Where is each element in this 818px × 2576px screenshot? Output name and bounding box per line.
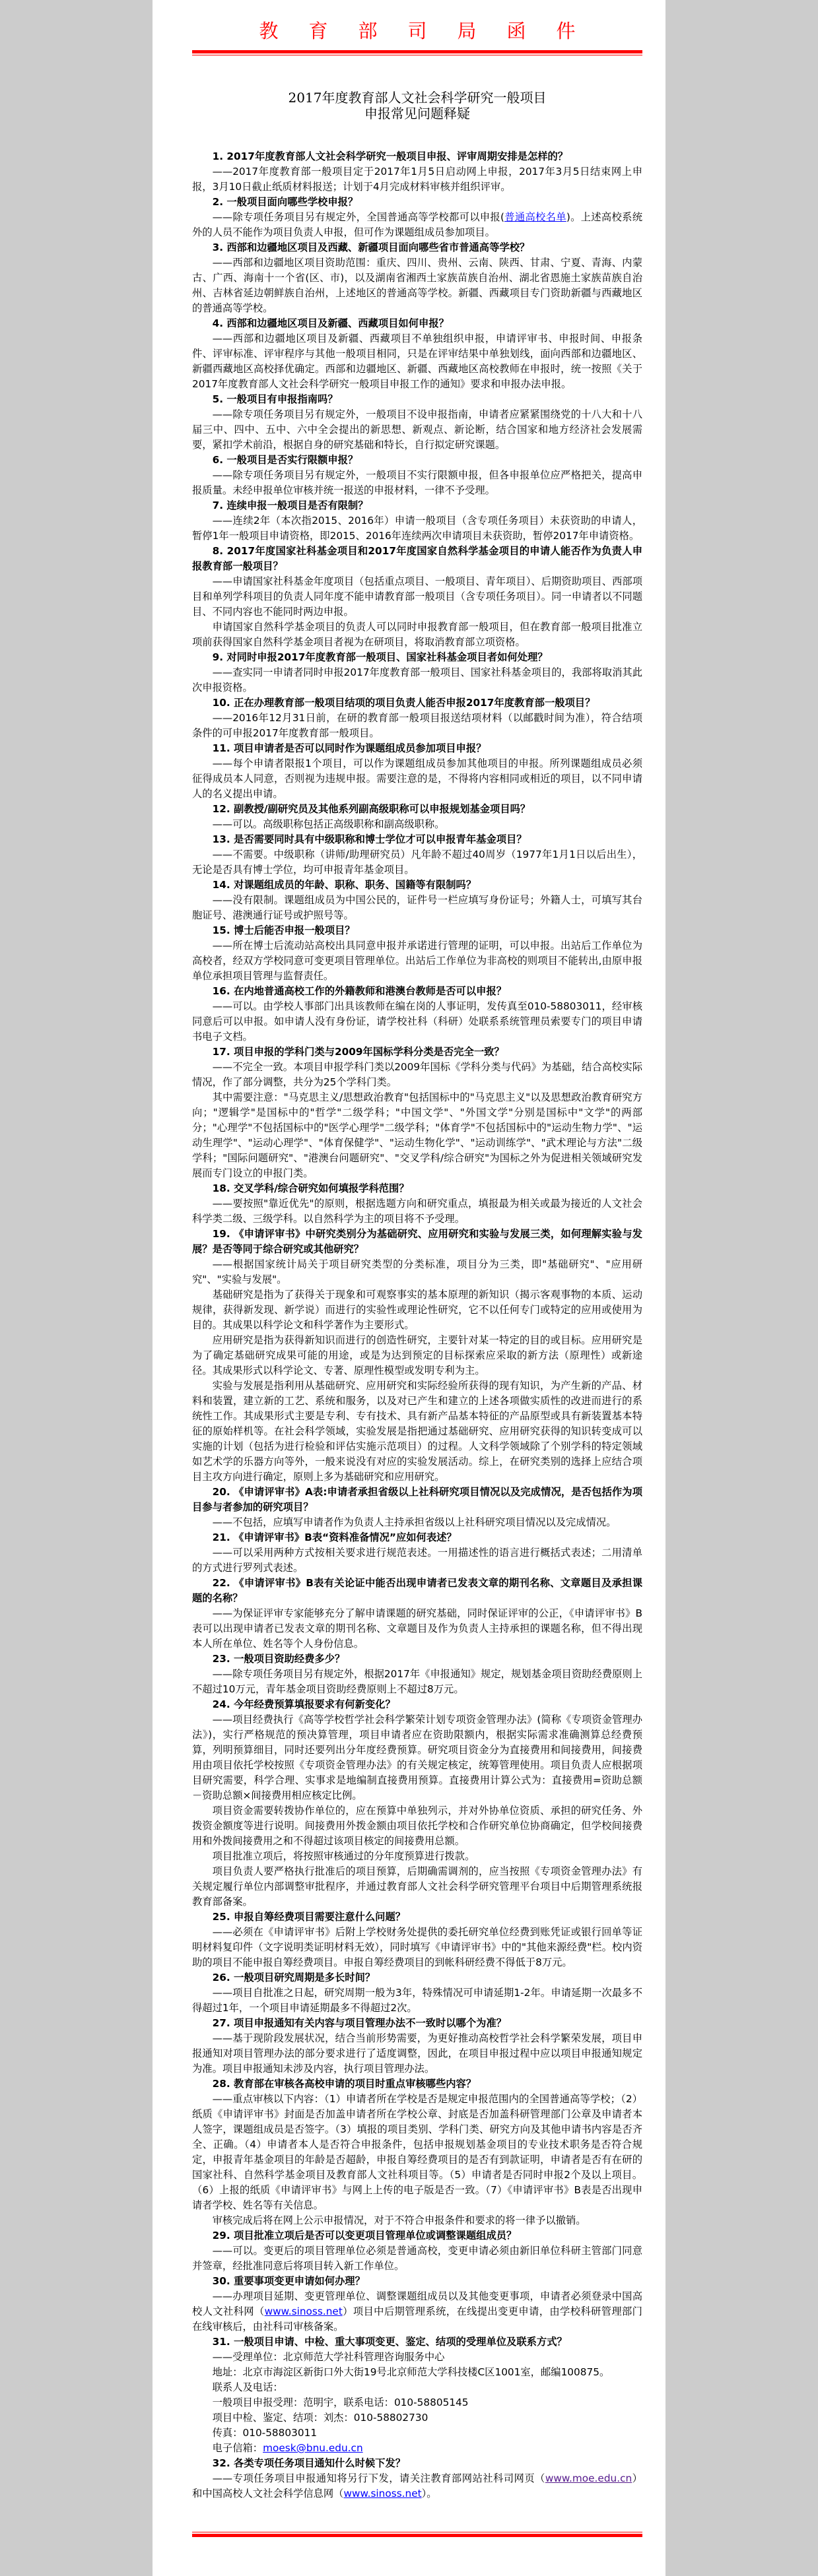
answer-text: ——可以。高级职称包括正高级职称和副高级职称。	[212, 818, 445, 830]
faq-question: 31. 一般项目申请、中检、重大事项变更、鉴定、结项的受理单位及联系方式？	[212, 2336, 567, 2348]
faq-item	[192, 498, 642, 544]
faq-item	[192, 1697, 642, 1910]
answer-text: 其中需要注意："马克思主义/思想政治教育"包括国标中的"马克思主义"以及思想政治教育研究方向；"逻辑学"是国标中的"哲学"二级学科；"中国文学"、"外国文学"分别是国标中"文学"的两部分；"心理学"不包括国标中的"医学心理学"二级学科；"体育学"不包括国标中的"运动生物力学"、"运动生理学"、"运动心理学"、"体育保健学"、"运动生物化学"、"运动训练学"、"武术理论与方法"二级学科；"国际问题研究"、"港澳台问题研究"、"交叉学科/综合研究"为国标之外为促进相关领域研究发展而专门设立的申报门类。	[192, 1091, 642, 1179]
faq-item	[192, 2274, 642, 2334]
faq-item	[192, 923, 642, 984]
faq-question: 17. 项目申报的学科门类与2009年国标学科分类是否完全一致？	[212, 1046, 504, 1058]
faq-question: 16. 在内地普通高校工作的外籍教师和港澳台教师是否可以申报？	[212, 985, 507, 997]
faq-item	[192, 2334, 642, 2456]
answer-text: ——没有限制。课题组成员为中国公民的，证件号一栏应填写身份证号；外籍人士，可填写其台胞证号、港澳通行证号或护照号等。	[192, 894, 642, 921]
answer-text: 一般项目申报受理：范明宇，联系电话：010-58805145	[212, 2397, 469, 2408]
faq-item	[192, 149, 642, 195]
answer-text: 项目批准立项后，将按照审核通过的分年度预算进行拨款。	[212, 1850, 475, 1862]
faq-answer-paragraph	[192, 1849, 642, 1864]
faq-answer-paragraph	[192, 1803, 642, 1849]
faq-answer-paragraph	[192, 210, 642, 240]
faq-question: 8. 2017年度国家社科基金项目和2017年度国家自然科学基金项目的申请人能否作为负责人申报教育部一般项目？	[192, 545, 642, 572]
footer-rule	[192, 2532, 642, 2537]
faq-item	[192, 195, 642, 240]
answer-text: ——可以采用两种方式按相关要求进行规范表述。一用描述性的语言进行概括式表述；二用清单的方式进行罗列式表述。	[192, 1547, 642, 1574]
faq-answer-paragraph	[192, 2031, 642, 2077]
answer-text: ——专项任务项目申报通知将另行下发，请关注教育部网站社科司网页（	[212, 2472, 545, 2484]
faq-item	[192, 453, 642, 498]
faq-answer-paragraph	[192, 1196, 642, 1227]
faq-answer-paragraph	[192, 331, 642, 392]
answer-text: ——查实同一申请者同时申报2017年度教育部一般项目、国家社科基金项目的，我部将取消其此次申报资格。	[192, 666, 642, 693]
answer-text: ——所在博士后流动站高校出具同意申报并承诺进行管理的证明，可以申报。出站后工作单位为高校者，经双方学校同意可变更项目管理单位。出站后工作单位为非高校的则项目不能转出,由原申报单位承担项目管理与监督责任。	[192, 940, 642, 982]
faq-answer-paragraph	[192, 2441, 642, 2456]
answer-text: 应用研究是指为获得新知识而进行的创造性研究，主要针对某一特定的目的或目标。应用研究是为了确定基础研究成果可能的用途，或是为达到预定的目标探索应采取的新方法（原理性）或新途径。其成果形式以科学论文、专著、原理性模型或发明专利为主。	[192, 1334, 642, 1376]
faq-item	[192, 1181, 642, 1227]
faq-answer-paragraph	[192, 756, 642, 802]
faq-answer-paragraph	[192, 255, 642, 316]
faq-answer-paragraph	[192, 1515, 642, 1530]
link[interactable]: moesk@bnu.edu.cn	[263, 2442, 363, 2454]
faq-question: 11. 项目申请者是否可以同时作为课题组成员参加项目申报？	[212, 742, 487, 754]
answer-text: 联系人及电话：	[212, 2381, 283, 2393]
faq-question: 12. 副教授/副研究员及其他系列副高级职称可以申报规划基金项目吗？	[212, 803, 531, 815]
faq-answer-paragraph	[192, 893, 642, 923]
faq-question: 26. 一般项目研究周期是多长时间？	[212, 1972, 376, 1983]
faq-question: 29. 项目批准立项后是否可以变更项目管理单位或调整课题组成员？	[212, 2230, 517, 2241]
faq-question: 5. 一般项目有申报指南吗？	[212, 393, 338, 405]
faq-answer-paragraph	[192, 999, 642, 1045]
answer-text: ——办理项目延期、变更管理单位、调整课题组成员以及其他变更事项，申请者必须登录中国高校人文社科网（	[192, 2290, 642, 2317]
answer-text: 实验与发展是指利用从基础研究、应用研究和实际经验所获得的现有知识，为产生新的产品、材料和装置，建立新的工艺、系统和服务，以及对已产生和建立的上述各项做实质性的改进而进行的系统性工作。其成果形式主要是专利、专有技术、具有新产品基本特征的产品原型或具有新装置基本特征的原始样机等。在社会科学领域，实验发展是指把通过基础研究、应用研究获得的知识转变成可以实施的计划（包括为进行检验和评估实施示范项目）的过程。人文科学领域除了个别学科的特定领域如艺术学的乐器方向等外，一般来说没有对应的实验发展活动。综上，在研究类别的选择上应结合项目主攻方向进行确定，原则上多为基础研究和应用研究。	[192, 1380, 642, 1483]
faq-item	[192, 650, 642, 695]
faq-answer-paragraph	[192, 2350, 642, 2365]
faq-answer-paragraph	[192, 1667, 642, 1697]
faq-answer-paragraph	[192, 1257, 642, 1287]
link[interactable]: 普通高校名单	[504, 211, 566, 223]
link[interactable]: www.sinoss.net	[343, 2488, 422, 2499]
link[interactable]: www.moe.edu.cn	[545, 2472, 632, 2484]
faq-item	[192, 316, 642, 392]
answer-text: ）项目中后期管理系统，在线提出变更申请，由学校科研管理部门在线审核后，由社科司审核备案。	[192, 2305, 642, 2333]
faq-answer-paragraph	[192, 847, 642, 878]
faq-answer-paragraph	[192, 513, 642, 544]
link[interactable]: www.sinoss.net	[264, 2305, 343, 2317]
answer-text: 地址：北京市海淀区新街口外大街19号北京师范大学科技楼C区1001室，邮编100875。	[212, 2366, 610, 2378]
faq-list	[192, 149, 642, 2501]
faq-question: 6. 一般项目是否实行限额申报？	[212, 454, 358, 466]
faq-answer-paragraph	[192, 1864, 642, 1910]
faq-question: 7. 连续申报一般项目是否有限制？	[212, 499, 368, 511]
faq-item	[192, 1045, 642, 1181]
faq-item	[192, 1970, 642, 2016]
faq-question: 23. 一般项目资助经费多少？	[212, 1653, 345, 1665]
answer-text: ——申请国家社科基金年度项目（包括重点项目、一般项目、青年项目）、后期资助项目、西部项目和单列学科项目的负责人同年度不能申请教育部一般项目（含专项任务项目）。同一申请者以不同题目、不同内容也不能同时两边申报。	[192, 575, 642, 618]
answer-text: ——除专项任务项目另有规定外，一般项目不设申报指南，申请者应紧紧围绕党的十八大和十八届三中、四中、五中、六中全会提出的新思想、新观点、新论断，结合国家和地方经济社会发展需要，紧扣学术前沿，根据自身的研究基础和特长，自行拟定研究课题。	[192, 408, 642, 451]
faq-question: 13. 是否需要同时具有中级职称和博士学位才可以申报青年基金项目？	[212, 833, 527, 845]
faq-answer-paragraph	[192, 1060, 642, 1090]
document-title-line2: 申报常见问题释疑	[364, 106, 470, 121]
faq-answer-paragraph	[192, 164, 642, 195]
faq-item	[192, 1227, 642, 1485]
faq-answer-paragraph	[192, 1985, 642, 2016]
answer-text: ——基于现阶段发展状况，结合当前形势需要，为更好推动高校哲学社会科学繁荣发展，项目申报通知对项目管理办法的部分要求进行了适度调整，因此，在项目申报过程中应以项目申报通知规定为准。项目申报通知未涉及内容，执行项目管理办法。	[192, 2032, 642, 2075]
faq-answer-paragraph	[192, 1606, 642, 1652]
faq-answer-paragraph	[192, 468, 642, 498]
faq-item	[192, 2456, 642, 2501]
faq-question: 27. 项目申报通知有关内容与项目管理办法不一致时以哪个为准？	[212, 2017, 507, 2029]
answer-text: 项目中检、鉴定、结项：刘杰：010-58802730	[212, 2412, 428, 2424]
faq-answer-paragraph	[192, 2471, 642, 2501]
faq-item	[192, 392, 642, 453]
faq-question: 18. 交叉学科/综合研究如何填报学科范围？	[212, 1182, 409, 1194]
faq-answer-paragraph	[192, 1545, 642, 1576]
faq-question: 3. 西部和边疆地区项目及西藏、新疆项目面向哪些省市普通高等学校？	[212, 242, 530, 253]
faq-item	[192, 544, 642, 650]
faq-question: 32. 各类专项任务项目通知什么时候下发？	[212, 2457, 406, 2469]
faq-question: 15. 博士后能否申报一般项目？	[212, 924, 355, 936]
faq-item	[192, 741, 642, 802]
answer-text: ——不包括，应填写申请者作为负责人主持承担省级以上社科研究项目情况以及完成情况。	[212, 1516, 617, 1528]
faq-answer-paragraph	[192, 1378, 642, 1485]
answer-text: ）。	[421, 2488, 437, 2499]
answer-text: ——重点审核以下内容：（1）申请者所在学校是否是规定申报范围内的全国普通高等学校；（2）纸质《申请评审书》封面是否加盖申请者所在学校公章、封底是否加盖科研管理部门公章及申请者本人签字，课题组成员是否签字。（3）填报的项目类别、学科门类、研究方向及其他申请书内容是否齐全、正确。（4）申请者本人是否符合申报条件，包括申报规划基金项目的专业技术职务是否符合规定，申报青年基金项目的年龄是否超龄，申报自筹经费项目的是否有到款证明，申请者是否有在研的国家社科、自然科学基金项目及教育部人文社科项目等。（5）申请者是否同时申报2个及以上项目。（6）上报的纸质《申请评审书》与网上上传的电子版是否一致。（7）《申请评审书》B表是否出现申请者学校、姓名等有关信息。	[192, 2093, 642, 2211]
faq-answer-paragraph	[192, 2410, 642, 2426]
faq-item	[192, 240, 642, 316]
document-title-line1: 2017年度教育部人文社会科学研究一般项目	[288, 90, 547, 106]
answer-text: ——每个申请者限报1个项目，可以作为课题组成员参加其他项目的申报。所列课题组成员必须征得成员本人同意，否则视为违规申报。需要注意的是，不得将内容相同或相近的项目，以不同申请人的名义提出申请。	[192, 757, 642, 800]
faq-answer-paragraph	[192, 407, 642, 453]
faq-answer-paragraph	[192, 2092, 642, 2213]
faq-item	[192, 1485, 642, 1530]
faq-question: 24. 今年经费预算填报要求有何新变化？	[212, 1698, 395, 1710]
faq-answer-paragraph	[192, 2243, 642, 2274]
answer-text: ——2017年度教育部一般项目定于2017年1月5日启动网上申报，2017年3月5日结束网上申报，3月10日截止纸质材料报送；计划于4月完成材料审核并组织评审。	[192, 166, 642, 193]
answer-text: ——受理单位：北京师范大学社科管理咨询服务中心	[212, 2351, 445, 2363]
answer-text: )。上述高校系统外的人员不能作为项目负责人申报，但可作为课题组成员参加项目。	[192, 211, 642, 238]
answer-text: ——为保证评审专家能够充分了解申请课题的研究基础，同时保证评审的公正，《申请评审书》B表可以出现申请者已发表文章的期刊名称、文章题目及作为负责人主持承担的课题名称，但不得出现本人所在单位、姓名等个人身份信息。	[192, 1607, 642, 1650]
faq-answer-paragraph	[192, 665, 642, 695]
faq-answer-paragraph	[192, 2289, 642, 2334]
faq-item	[192, 2016, 642, 2077]
answer-text: ——2016年12月31日前，在研的教育部一般项目报送结项材料（以邮戳时间为准），符合结项条件的可申报2017年度教育部一般项目。	[192, 712, 642, 739]
faq-question: 14. 对课题组成员的年龄、职称、职务、国籍等有限制吗？	[212, 879, 477, 891]
faq-answer-paragraph	[192, 574, 642, 620]
answer-text: ——可以。由学校人事部门出具该教师在编在岗的人事证明，发传真至010-58803011，经审核同意后可以申报。如申请人没有身份证，请学校社科（科研）处联系系统管理员索要专门的项目申请书电子文档。	[192, 1000, 642, 1043]
answer-text: ——根据国家统计局关于项目研究类型的分类标准，项目分为三类，即"基础研究"、"应用研究"、"实验与发展"。	[192, 1258, 642, 1285]
faq-answer-paragraph	[192, 2365, 642, 2380]
faq-answer-paragraph	[192, 711, 642, 741]
answer-text: 项目资金需要转拨协作单位的，应在预算中单独列示，并对外协单位资质、承担的研究任务、外拨资金额度等进行说明。间接费用外拨金额由项目依托学校和合作研究单位协商确定，但学校间接费用和外拨间接费用之和不得超过该项目核定的间接费用总额。	[192, 1805, 642, 1847]
answer-text: ——要按照"靠近优先"的原则，根据选题方向和研究重点，填报最为相关或最为接近的人文社会科学类二级、三级学科。以自然科学为主的项目将不予受理。	[192, 1198, 642, 1225]
answer-text: ——西部和边疆地区项目资助范围：重庆、四川、贵州、云南、陕西、甘肃、宁夏、青海、内蒙古、广西、海南十一个省(区、市)，以及湖南省湘西土家族苗族自治州、湖北省恩施土家族苗族自治州、吉林省延边朝鲜族自治州，上述地区的普通高等学校。新疆、西藏项目专门资助新疆与西藏地区的普通高等学校。	[192, 257, 642, 314]
faq-question: 19. 《申请评审书》中研究类别分为基础研究、应用研究和实验与发展三类，如何理解实验与发展？是否等同于综合研究或其他研究？	[192, 1228, 642, 1255]
faq-answer-paragraph	[192, 2426, 642, 2441]
faq-answer-paragraph	[192, 938, 642, 984]
document-title	[192, 90, 642, 121]
answer-text: ——不完全一致。本项目申报学科门类以2009年国标《学科分类与代码》为基础，结合高校实际情况，作了部分调整，共分为25个学科门类。	[192, 1061, 642, 1088]
answer-text: ——除专项任务项目另有规定外，一般项目不实行限额申报，但各申报单位应严格把关，提高申报质量。未经申报单位审核并统一报送的申报材料，一律不予受理。	[192, 469, 642, 496]
faq-question: 25. 申报自筹经费项目需要注意什么问题？	[212, 1911, 406, 1923]
answer-text: ——项目自批准之日起，研究周期一般为3年，特殊情况可申请延期1-2年。申请延期一次最多不得超过1年，一个项目申请延期最多不得超过2次。	[192, 1987, 642, 2014]
answer-text: ——除专项任务项目另有规定外，全国普通高等学校都可以申报(	[212, 211, 504, 223]
faq-answer-paragraph	[192, 1287, 642, 1333]
faq-question: 9. 对同时申报2017年度教育部一般项目、国家社科基金项目者如何处理？	[212, 651, 548, 663]
answer-text: ——必须在《申请评审书》后附上学校财务处提供的委托研究单位经费到账凭证或银行回单等证明材料复印件（文字说明类证明材料无效），同时填写《申请评审书》中的"其他来源经费"栏。校内资助的项目不能申报自筹经费项目。申报自筹经费项目的到帐科研经费不得低于8万元。	[192, 1926, 642, 1968]
faq-question: 20. 《申请评审书》A表:申请者承担省级以上社科研究项目情况以及完成情况，是否包括作为项目参与者参加的研究项目？	[192, 1486, 642, 1513]
faq-item	[192, 1910, 642, 1970]
answer-text: 传真：010-58803011	[212, 2427, 318, 2439]
faq-item	[192, 984, 642, 1045]
faq-answer-paragraph	[192, 1090, 642, 1181]
answer-text: ——不需要。中级职称（讲师/助理研究员）凡年龄不超过40周岁（1977年1月1日以后出生），无论是否具有博士学位，均可申报青年基金项目。	[192, 849, 642, 876]
faq-answer-paragraph	[192, 620, 642, 650]
faq-question: 1. 2017年度教育部人文社会科学研究一般项目申报、评审周期安排是怎样的？	[212, 150, 568, 162]
faq-answer-paragraph	[192, 1333, 642, 1378]
footer-red-rule	[192, 2534, 642, 2537]
faq-question: 4. 西部和边疆地区项目及新疆、西藏项目如何申报？	[212, 317, 449, 329]
answer-text: ——除专项任务项目另有规定外，根据2017年《申报通知》规定，规划基金项目资助经费原则上不超过10万元，青年基金项目资助经费原则上不超过8万元。	[192, 1668, 642, 1695]
faq-answer-paragraph	[192, 2395, 642, 2410]
masthead-red-rule	[192, 50, 642, 53]
faq-answer-paragraph	[192, 1712, 642, 1803]
faq-answer-paragraph	[192, 2380, 642, 2395]
faq-question: 28. 教育部在审核各高校申请的项目时重点审核哪些内容？	[212, 2078, 477, 2090]
faq-answer-paragraph	[192, 817, 642, 832]
answer-text: 电子信箱：	[212, 2442, 263, 2454]
faq-item	[192, 2228, 642, 2274]
faq-item	[192, 1652, 642, 1697]
faq-item	[192, 2077, 642, 2228]
faq-item	[192, 695, 642, 741]
faq-item	[192, 1576, 642, 1652]
masthead-title: 教育部司局函件	[259, 20, 606, 42]
answer-text: 基础研究是指为了获得关于现象和可观察事实的基本原理的新知识（揭示客观事物的本质、运动规律，获得新发现、新学说）而进行的实验性或理论性研究，它不以任何专门或特定的应用或使用为目的。其成果以科学论文和科学著作为主要形式。	[192, 1289, 642, 1331]
answer-text: ——可以。变更后的项目管理单位必须是普通高校，变更申请必须由新旧单位科研主管部门同意并签章，经批准同意后将项目转入新工作单位。	[192, 2245, 642, 2272]
document-content	[192, 0, 642, 2537]
faq-question: 22. 《申请评审书》B表有关论证中能否出现申请者已发表文章的期刊名称、文章题目及承担课题的名称？	[192, 1577, 642, 1604]
faq-item	[192, 832, 642, 878]
faq-item	[192, 802, 642, 832]
document-page	[153, 0, 665, 2576]
faq-item	[192, 878, 642, 923]
faq-answer-paragraph	[192, 2213, 642, 2228]
answer-text: ）和中国高校人文社会科学信息网（	[192, 2472, 642, 2499]
faq-answer-paragraph	[192, 1925, 642, 1970]
faq-question: 21. 《申请评审书》B表“资料准备情况”应如何表述？	[212, 1531, 457, 1543]
faq-item	[192, 1530, 642, 1576]
answer-text: ——西部和边疆地区项目及新疆、西藏项目不单独组织申报，申请评审书、申报时间、申报条件、评审标准、评审程序与其他一般项目相同，只是在评审结果中单独划线，面向西部和边疆地区、新疆西藏地区高校择优确定。西部和边疆地区、新疆、西藏地区高校教师在申报时，统一按照《关于2017年度教育部人文社会科学研究一般项目申报工作的通知》要求和申报办法申报。	[192, 333, 642, 390]
answer-text: 审核完成后将在网上公示申报情况，对于不符合申报条件和要求的将一律予以撤销。	[212, 2214, 586, 2226]
faq-question: 10. 正在办理教育部一般项目结项的项目负责人能否申报2017年度教育部一般项目？	[212, 697, 596, 709]
faq-question: 30. 重要事项变更申请如何办理？	[212, 2275, 365, 2287]
answer-text: ——连续2年（本次指2015、2016年）申请一般项目（含专项任务项目）未获资助的申请人，暂停1年一般项目申请资格，即2015、2016年连续两次申请项目未获资助，暂停2017年申请资格。	[192, 515, 642, 542]
answer-text: 申请国家自然科学基金项目的负责人可以同时申报教育部一般项目，但在教育部一般项目批准立项前获得国家自然科学基金项目者视为在研项目，将取消教育部立项资格。	[192, 621, 642, 648]
answer-text: 项目负责人要严格执行批准后的项目预算，后期确需调剂的，应当按照《专项资金管理办法》有关规定履行单位内部调整审批程序，并通过教育部人文社会科学研究管理平台项目中后期管理系统报教育部备案。	[192, 1865, 642, 1908]
faq-question: 2. 一般项目面向哪些学校申报？	[212, 196, 358, 208]
answer-text: ——项目经费执行《高等学校哲学社会科学繁荣计划专项资金管理办法》(简称《专项资金管理办法》)，实行严格规范的预决算管理，项目申请者应在资助限额内，根据实际需求准确测算总经费预算，列明预算细目，同时还要列出分年度经费预算。研究项目资金分为直接费用和间接费用，间接费用由项目依托学校按照《专项资金管理办法》的有关规定核定，统筹管理使用。项目负责人应根据项目研究需要，科学合理、实事求是地编制直接费用预算。直接费用计算公式为：直接费用=资助总额－资助总额×间接费用相应核定比例。	[192, 1714, 642, 1801]
